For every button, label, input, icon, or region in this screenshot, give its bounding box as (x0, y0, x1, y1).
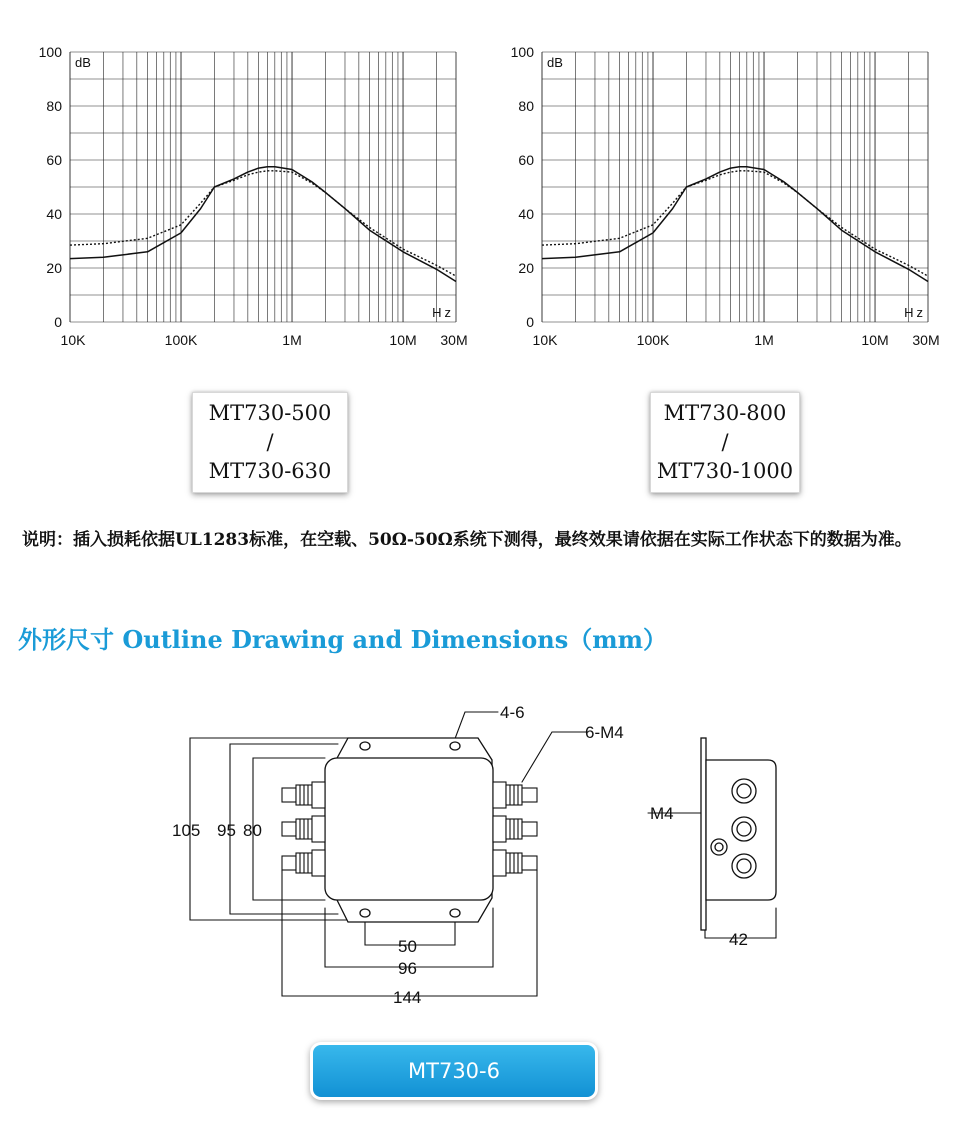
mount-hole-tr (450, 742, 460, 750)
outline-drawing (160, 690, 800, 1020)
x-tick-labels (533, 332, 940, 348)
label-holes: 4-6 (500, 703, 525, 722)
label-105: 105 (172, 821, 201, 840)
y-tick-label: 100 (510, 44, 534, 60)
label-96: 96 (398, 959, 417, 978)
leader-terminals (522, 732, 588, 782)
x-tick-label: 30M (440, 332, 468, 348)
x-unit-label: Hz (904, 305, 926, 320)
model-name-button[interactable]: MT730-6 (313, 1045, 595, 1097)
y-tick-label: 40 (518, 206, 534, 222)
x-tick-label: 100K (636, 332, 670, 348)
y-tick-label: 80 (518, 98, 534, 114)
x-tick-label: 10M (389, 332, 417, 348)
model-box-2 (650, 392, 800, 493)
x-tick-label: 10K (60, 332, 86, 348)
model-box-1-separator: / (266, 430, 274, 454)
terminal-right-3 (493, 850, 537, 876)
y-tick-labels (39, 44, 63, 330)
terminals-left (282, 782, 325, 876)
label-50: 50 (398, 937, 417, 956)
insertion-loss-chart-1 (28, 40, 468, 360)
label-42: 42 (729, 930, 748, 949)
model-box-2-separator: / (721, 430, 729, 454)
y-tick-label: 60 (46, 152, 62, 168)
x-tick-label: 30M (912, 332, 940, 348)
model-box-1-line1: MT730-500 (208, 401, 332, 425)
test-condition-note: 说明：插入损耗依据UL1283标准，在空载、50Ω-50Ω系统下测得，最终效果请依据在实际工作状态下的数据为准。 (22, 530, 912, 550)
section-title: 外形尺寸 Outline Drawing and Dimensions（mm） (18, 625, 668, 654)
y-tick-label: 80 (46, 98, 62, 114)
y-tick-label: 20 (46, 260, 62, 276)
label-ground: M4 (650, 804, 674, 823)
label-terminals: 6-M4 (585, 723, 624, 742)
terminal-left-1 (282, 782, 325, 808)
y-tick-label: 0 (54, 314, 62, 330)
filter-front-view (325, 738, 493, 922)
model-box-2-line2: MT730-1000 (656, 459, 794, 483)
label-95: 95 (217, 821, 236, 840)
y-tick-label: 0 (526, 314, 534, 330)
x-tick-label: 10K (532, 332, 558, 348)
mount-hole-br (450, 909, 460, 917)
grid (542, 52, 928, 322)
grid (70, 52, 456, 322)
terminal-right-1 (493, 782, 537, 808)
x-unit-label: Hz (432, 305, 454, 320)
x-tick-label: 100K (164, 332, 198, 348)
side-flange (701, 738, 706, 930)
y-tick-labels (511, 44, 535, 330)
terminal-right-2 (493, 816, 537, 842)
label-80: 80 (243, 821, 262, 840)
filter-side-view (701, 738, 776, 930)
y-tick-label: 20 (518, 260, 534, 276)
terminals-right (493, 782, 537, 876)
outline-drawing-svg (160, 690, 800, 1020)
model-box-2-line1: MT730-800 (663, 401, 787, 425)
label-144: 144 (393, 988, 422, 1007)
mount-hole-tl (360, 742, 370, 750)
model-box-1-line2: MT730-630 (208, 459, 332, 483)
insertion-loss-chart-2 (500, 40, 940, 360)
terminal-left-2 (282, 816, 325, 842)
mount-hole-bl (360, 909, 370, 917)
x-tick-label: 10M (861, 332, 889, 348)
chart-1-svg (28, 40, 468, 360)
model-box-1 (192, 392, 348, 493)
y-unit-label: dB (547, 55, 563, 70)
terminal-left-3 (282, 850, 325, 876)
filter-body (325, 758, 493, 900)
y-tick-label: 40 (46, 206, 62, 222)
chart-2-svg (500, 40, 940, 360)
y-unit-label: dB (75, 55, 91, 70)
x-tick-label: 1M (282, 332, 302, 348)
x-tick-label: 1M (754, 332, 774, 348)
y-tick-label: 60 (518, 152, 534, 168)
y-tick-label: 100 (38, 44, 62, 60)
x-tick-labels (61, 332, 468, 348)
